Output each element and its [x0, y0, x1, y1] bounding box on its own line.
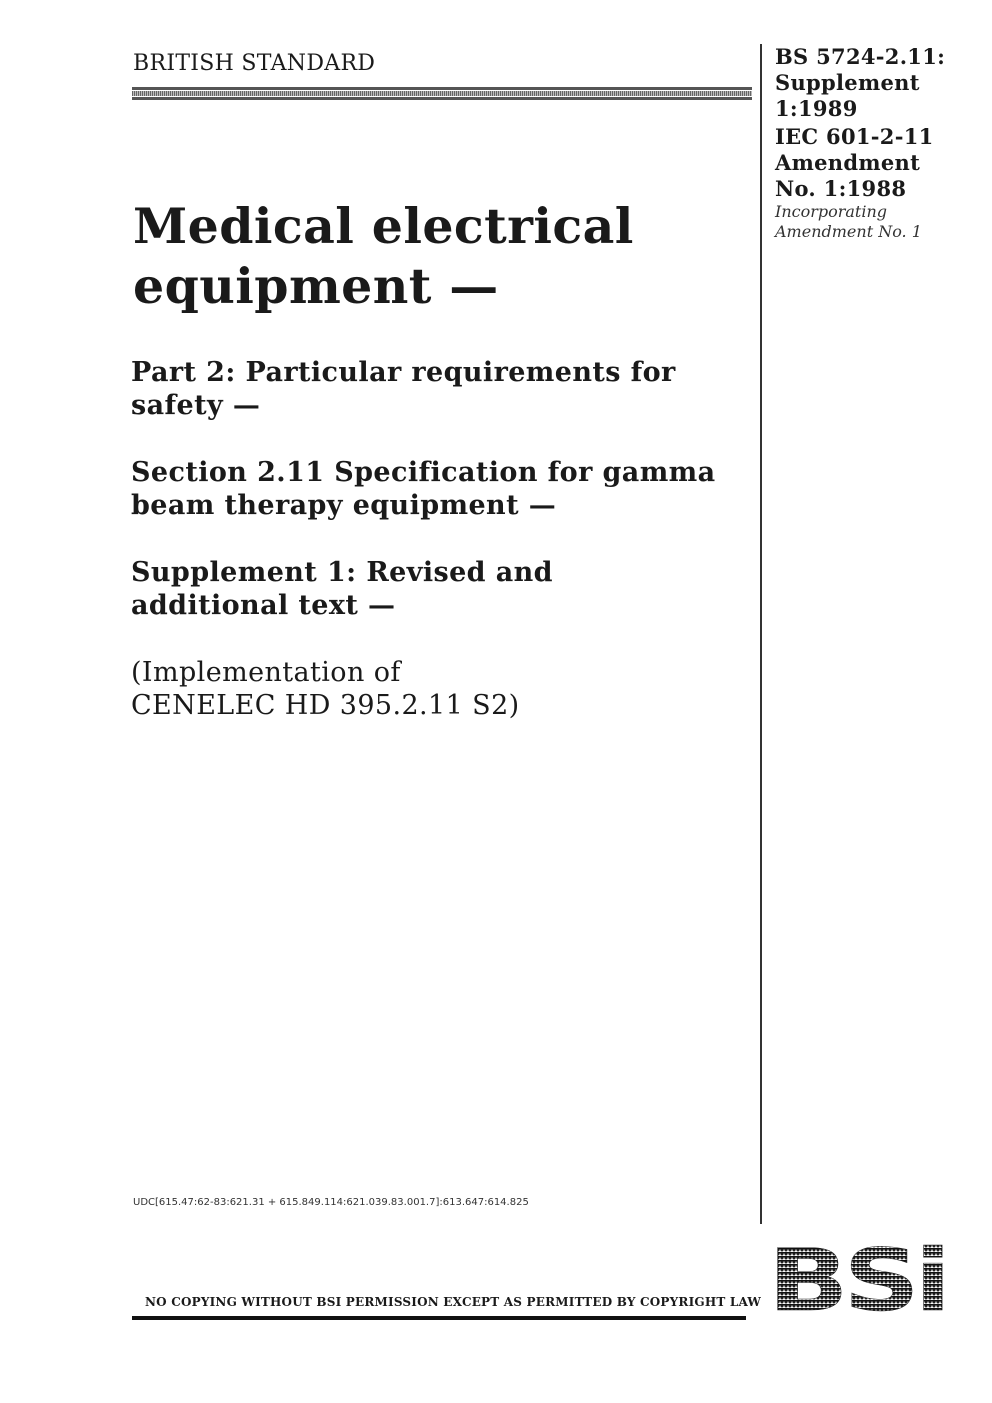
heading-line: beam therapy equipment — — [131, 490, 557, 521]
heading-line: Section 2.11 Specification for gamma — [131, 457, 716, 488]
standard-identifiers — [775, 44, 985, 242]
heading-line: additional text — — [131, 590, 396, 621]
vertical-divider — [760, 44, 762, 1224]
incorporating-note: Amendment No. 1 — [775, 222, 922, 241]
copyright-notice: NO COPYING WITHOUT BSI PERMISSION EXCEPT AS PERMITTED BY COPYRIGHT LAW — [145, 1295, 762, 1309]
heading-line: Part 2: Particular requirements for — [131, 357, 676, 388]
udc-classification: UDC[615.47:62-83:621.31 + 615.849.114:621.039.83.001.7]:613.647:614.825 — [133, 1197, 529, 1208]
heading-line: (Implementation of — [131, 657, 401, 688]
supplement-heading — [131, 556, 741, 622]
heading-line: Supplement 1: Revised and — [131, 557, 553, 588]
document-type-label: BRITISH STANDARD — [133, 51, 376, 76]
title-line: equipment — — [133, 257, 499, 315]
implementation-heading — [131, 656, 741, 722]
identifier-line: BS 5724-2.11: — [775, 44, 946, 69]
identifier-line: No. 1:1988 — [775, 176, 907, 201]
part-heading — [131, 356, 741, 422]
bsi-logo — [768, 1244, 946, 1314]
title-line: Medical electrical — [133, 197, 634, 255]
identifier-line: 1:1989 — [775, 96, 858, 121]
identifier-line: IEC 601-2-11 — [775, 124, 934, 149]
identifier-line: Supplement — [775, 70, 920, 95]
bsi-logo-text: BSi — [768, 1244, 946, 1314]
header-rule-top — [132, 87, 752, 90]
header-rule-bottom — [132, 97, 752, 100]
incorporating-note: Incorporating — [775, 202, 888, 221]
heading-line: CENELEC HD 395.2.11 S2) — [131, 690, 520, 721]
footer-rule — [132, 1316, 746, 1320]
section-heading — [131, 456, 741, 522]
document-title — [133, 196, 733, 316]
header-rule-shaded — [132, 91, 752, 96]
identifier-line: Amendment — [775, 150, 921, 175]
heading-line: safety — — [131, 390, 261, 421]
